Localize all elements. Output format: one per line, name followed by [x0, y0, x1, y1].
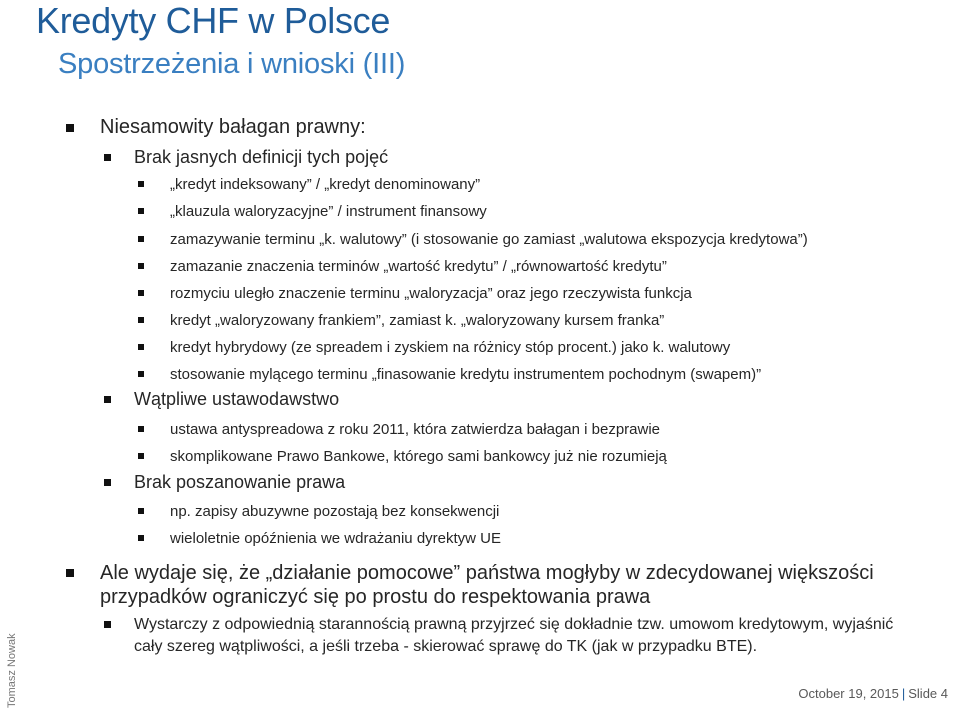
bullet-level3: kredyt hybrydowy (ze spreadem i zyskiem na różnicy stóp procent.) jako k. walutowy	[170, 339, 731, 356]
footer-date: October 19, 2015	[798, 686, 899, 701]
footer-separator: |	[901, 686, 906, 701]
bullet-level2: Brak poszanowanie prawa	[134, 472, 346, 492]
author-vertical-label: Tomasz Nowak	[6, 633, 18, 708]
slide-title: Kredyty CHF w Polsce	[36, 0, 391, 41]
bullet-level3: rozmyciu uległo znaczenie terminu „waloryzacja” oraz jego rzeczywista funkcja	[170, 285, 692, 302]
bullet-level3: zamazywanie terminu „k. walutowy” (i stosowanie go zamiast „walutowa ekspozycja kredytowa”)	[170, 231, 808, 248]
bullet-level3: „kredyt indeksowany” / „kredyt denominowany”	[170, 176, 481, 193]
bullet-level3: wieloletnie opóźnienia we wdrażaniu dyrektyw UE	[170, 530, 502, 547]
bullet-level3: „klauzula waloryzacyjne” / instrument finansowy	[170, 203, 487, 220]
bullet-level3: ustawa antyspreadowa z roku 2011, która zatwierdza bałagan i bezprawie	[170, 421, 661, 438]
bullet-level3: zamazanie znaczenia terminów „wartość kredytu” / „równowartość kredytu”	[170, 258, 667, 275]
bullet-level2: Wątpliwe ustawodawstwo	[134, 389, 340, 409]
bullet-level3: skomplikowane Prawo Bankowe, którego sami bankowcy już nie rozumieją	[170, 448, 667, 465]
slide-footer	[798, 686, 948, 701]
slide-subtitle: Spostrzeżenia i wnioski (III)	[58, 48, 406, 80]
bullet-level3: np. zapisy abuzywne pozostają bez konsekwencji	[170, 503, 500, 520]
bullet-level2: Wystarczy z odpowiednią starannością prawną przyjrzeć się dokładnie tzw. umowom kredytowym, wyjaśnić cały szereg wątpliwości, a jeśli trzeba - skierować sprawę do TK (jak w przypadku BTE).	[134, 614, 924, 658]
footer-slide-number: Slide 4	[908, 686, 948, 701]
bullet-level1: Niesamowity bałagan prawny:	[100, 116, 366, 138]
bullet-level3: kredyt „waloryzowany frankiem”, zamiast k. „waloryzowany kursem franka”	[170, 312, 665, 329]
bullet-level2: Brak jasnych definicji tych pojęć	[134, 147, 389, 167]
bullet-level3: stosowanie mylącego terminu „finasowanie kredytu instrumentem pochodnym (swapem)”	[170, 366, 762, 383]
bullet-level1: Ale wydaje się, że „działanie pomocowe” państwa mogłyby w zdecydowanej większości przypadków ograniczyć się po prostu do respektowania prawa	[100, 561, 910, 609]
